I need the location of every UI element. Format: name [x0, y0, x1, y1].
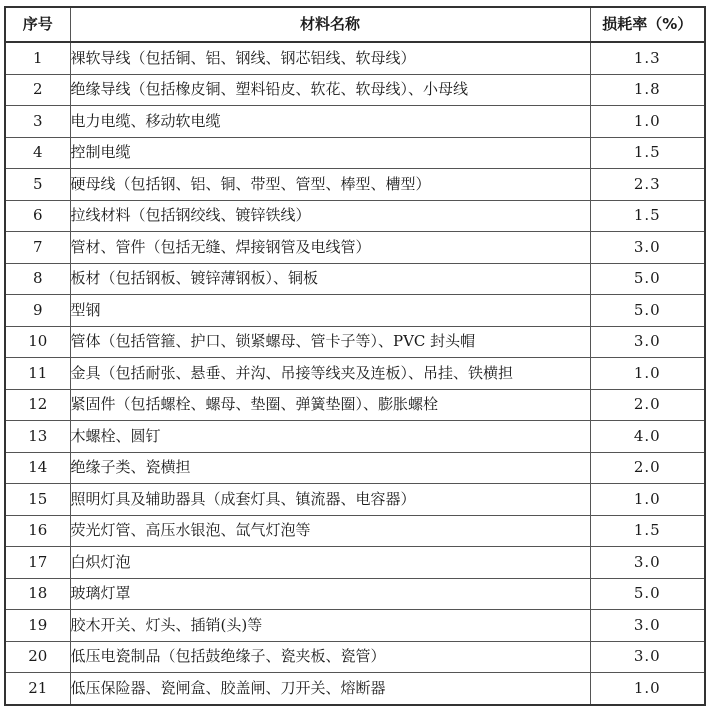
row-material-name: 板材（包括钢板、镀锌薄钢板）、铜板: [70, 263, 590, 295]
table-row: [5, 137, 705, 169]
table-row: [5, 42, 705, 74]
table-row: [5, 263, 705, 295]
row-serial-number: 14: [5, 452, 70, 484]
row-loss-rate: 2.3: [590, 169, 705, 201]
row-loss-rate: 3.0: [590, 641, 705, 673]
table-row: [5, 74, 705, 106]
row-loss-rate: 1.0: [590, 484, 705, 516]
row-material-name: 金具（包括耐张、悬垂、并沟、吊接等线夹及连板）、吊挂、铁横担: [70, 358, 590, 390]
row-material-name: 绝缘导线（包括橡皮铜、塑料铅皮、软花、软母线）、小母线: [70, 74, 590, 106]
row-loss-rate: 3.0: [590, 326, 705, 358]
row-serial-number: 5: [5, 169, 70, 201]
row-loss-rate: 1.5: [590, 200, 705, 232]
row-material-name: 紧固件（包括螺栓、螺母、垫圈、弹簧垫圈）、膨胀螺栓: [70, 389, 590, 421]
row-material-name: 木螺栓、圆钉: [70, 421, 590, 453]
table-row: [5, 358, 705, 390]
table-row: [5, 515, 705, 547]
row-material-name: 玻璃灯罩: [70, 578, 590, 610]
row-material-name: 白炽灯泡: [70, 547, 590, 579]
row-loss-rate: 3.0: [590, 547, 705, 579]
table-row: [5, 106, 705, 138]
row-material-name: 硬母线（包括钢、铝、铜、带型、管型、棒型、槽型）: [70, 169, 590, 201]
row-serial-number: 21: [5, 673, 70, 705]
header-serial-number: 序号: [5, 7, 70, 42]
row-material-name: 控制电缆: [70, 137, 590, 169]
table-body: [5, 42, 705, 705]
row-serial-number: 20: [5, 641, 70, 673]
row-material-name: 裸软导线（包括铜、铝、钢线、钢芯铝线、软母线）: [70, 42, 590, 74]
row-serial-number: 17: [5, 547, 70, 579]
row-loss-rate: 1.8: [590, 74, 705, 106]
row-serial-number: 11: [5, 358, 70, 390]
row-serial-number: 19: [5, 610, 70, 642]
row-serial-number: 3: [5, 106, 70, 138]
row-loss-rate: 5.0: [590, 578, 705, 610]
row-serial-number: 12: [5, 389, 70, 421]
header-material-name: 材料名称: [70, 7, 590, 42]
row-material-name: 电力电缆、移动软电缆: [70, 106, 590, 138]
row-serial-number: 15: [5, 484, 70, 516]
table-row: [5, 169, 705, 201]
row-material-name: 绝缘子类、瓷横担: [70, 452, 590, 484]
row-serial-number: 10: [5, 326, 70, 358]
table-row: [5, 673, 705, 705]
header-loss-rate: 损耗率（%）: [590, 7, 705, 42]
table-row: [5, 484, 705, 516]
row-serial-number: 7: [5, 232, 70, 264]
row-loss-rate: 5.0: [590, 295, 705, 327]
row-material-name: 胶木开关、灯头、插销(头)等: [70, 610, 590, 642]
row-loss-rate: 1.0: [590, 673, 705, 705]
row-material-name: 型钢: [70, 295, 590, 327]
table-row: [5, 421, 705, 453]
row-serial-number: 9: [5, 295, 70, 327]
row-serial-number: 13: [5, 421, 70, 453]
row-material-name: 荧光灯管、高压水银泡、氙气灯泡等: [70, 515, 590, 547]
row-material-name: 照明灯具及辅助器具（成套灯具、镇流器、电容器）: [70, 484, 590, 516]
row-material-name: 拉线材料（包括钢绞线、镀锌铁线）: [70, 200, 590, 232]
table-row: [5, 232, 705, 264]
row-loss-rate: 5.0: [590, 263, 705, 295]
table-row: [5, 200, 705, 232]
table-header-row: [5, 7, 705, 42]
table-row: [5, 578, 705, 610]
table-row: [5, 547, 705, 579]
row-loss-rate: 1.5: [590, 515, 705, 547]
row-loss-rate: 3.0: [590, 610, 705, 642]
row-loss-rate: 1.0: [590, 106, 705, 138]
row-loss-rate: 2.0: [590, 452, 705, 484]
row-loss-rate: 1.3: [590, 42, 705, 74]
row-material-name: 低压电瓷制品（包括鼓绝缘子、瓷夹板、瓷管）: [70, 641, 590, 673]
material-loss-rate-table: [4, 6, 706, 706]
row-loss-rate: 1.0: [590, 358, 705, 390]
table-row: [5, 326, 705, 358]
row-material-name: 管材、管件（包括无缝、焊接钢管及电线管）: [70, 232, 590, 264]
row-loss-rate: 4.0: [590, 421, 705, 453]
row-loss-rate: 3.0: [590, 232, 705, 264]
row-serial-number: 18: [5, 578, 70, 610]
table-row: [5, 641, 705, 673]
row-loss-rate: 1.5: [590, 137, 705, 169]
row-serial-number: 2: [5, 74, 70, 106]
row-serial-number: 16: [5, 515, 70, 547]
row-serial-number: 8: [5, 263, 70, 295]
table-row: [5, 295, 705, 327]
row-serial-number: 4: [5, 137, 70, 169]
row-material-name: 低压保险器、瓷闸盒、胶盖闸、刀开关、熔断器: [70, 673, 590, 705]
row-material-name: 管体（包括管箍、护口、锁紧螺母、管卡子等）、PVC 封头帽: [70, 326, 590, 358]
table-row: [5, 452, 705, 484]
table-row: [5, 389, 705, 421]
row-serial-number: 6: [5, 200, 70, 232]
row-serial-number: 1: [5, 42, 70, 74]
row-loss-rate: 2.0: [590, 389, 705, 421]
table-row: [5, 610, 705, 642]
